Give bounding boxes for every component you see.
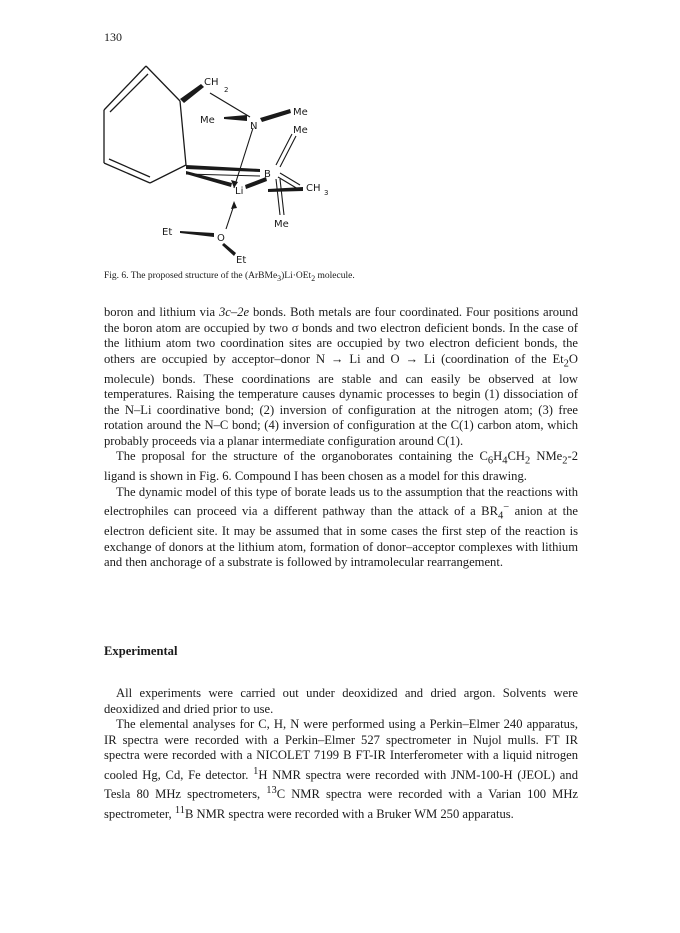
experimental-paragraph-1: All experiments were carried out under deoxidized and dried argon. Solvents were deoxidized and dried prior to use. — [104, 686, 578, 716]
section-heading-experimental: Experimental — [104, 644, 178, 658]
experimental-text — [104, 686, 578, 823]
molecule-diagram — [100, 55, 420, 270]
atom-label-et-left: Et — [162, 227, 173, 238]
experimental-paragraph-2: The elemental analyses for C, H, N were performed using a Perkin–Elmer 240 apparatus, IR spectra were recorded with a Perkin–Elmer 527 spectrometer in Nujol mulls. FT IR spectra were recorded with a NICOLET 7199 B FT-IR Interferometer with a liquid nitrogen cooled Hg, Cd, Fe detector. $^1$H NMR spectra were recorded with JNM-100-H (JEOL) and Tesla 80 MHz spectrometers, $^{13}$C NMR spectra were recorded with a Varian 100 MHz spectrometer, $^{11}$B NMR spectra were recorded with a Bruker WM 250 apparatus. — [104, 717, 579, 822]
paragraph-2: The proposal for the structure of the organoborates containing the $C_6H_4CH_2$ NMe$_2$-2 ligand is shown in Fig. 6. Compound I has been chosen as a model for this drawing. — [104, 449, 579, 484]
atom-label-me-right-top: Me — [293, 107, 308, 118]
atom-label-et-bottom: Et — [236, 255, 247, 266]
page-number: 130 — [104, 30, 122, 44]
atom-label-b: B — [264, 169, 271, 180]
body-text — [104, 305, 578, 571]
atom-label-ch2: CH — [204, 77, 219, 88]
atom-label-ch2-sub: 2 — [224, 86, 229, 94]
atom-label-me-bottom: Me — [274, 219, 289, 230]
structure-figure — [100, 55, 420, 270]
atom-label-me-right-bottom: Me — [293, 125, 308, 136]
figure-caption: Fig. 6. The proposed structure of the (ArBMe$_3$)Li·OEt$_2$ molecule. — [104, 271, 355, 283]
atom-label-o: O — [217, 233, 225, 244]
paragraph-1: boron and lithium via 3c–2e bonds. Both metals are four coordinated. Four positions around the boron atom are occupied by two σ bonds and two electron deficient bonds. In the case of the lithium atom two coordination sites are occupied by two electron deficient bonds, the others are occupied by acceptor–donor N → Li and O → Li (coordination of the $Et_2O$ molecule) bonds. These coordinations are stable and can easily be observed at low temperatures. Raising the temperature causes dynamic processes to begin (1) dissociation of the N–Li coordinative bond; (2) inversion of configuration at the nitrogen atom; (3) free rotation around the N–C bond; (4) inversion of configuration at the C(1) carbon atom, which probably proceeds via a planar intermediate configuration around C(1). — [104, 305, 578, 448]
atom-label-ch3: CH — [306, 183, 321, 194]
atom-label-me-left: Me — [200, 115, 215, 126]
atom-label-li: Li — [235, 186, 244, 197]
benzene-ring — [104, 66, 186, 183]
atom-label-ch3-sub: 3 — [324, 189, 329, 197]
paragraph-3: The dynamic model of this type of borate leads us to the assumption that the reactions with electrophiles can proceed via a different pathway than the attack of a $BR_4^-$ anion at the electron deficient site. It may be assumed that in some cases the first step of the reaction is exchange of donors at the lithium atom, formation of donor–acceptor complexes with lithium and then anchorage of a substrate is followed by intramolecular rearrangement. — [104, 484, 578, 570]
atom-label-n: N — [250, 121, 258, 132]
